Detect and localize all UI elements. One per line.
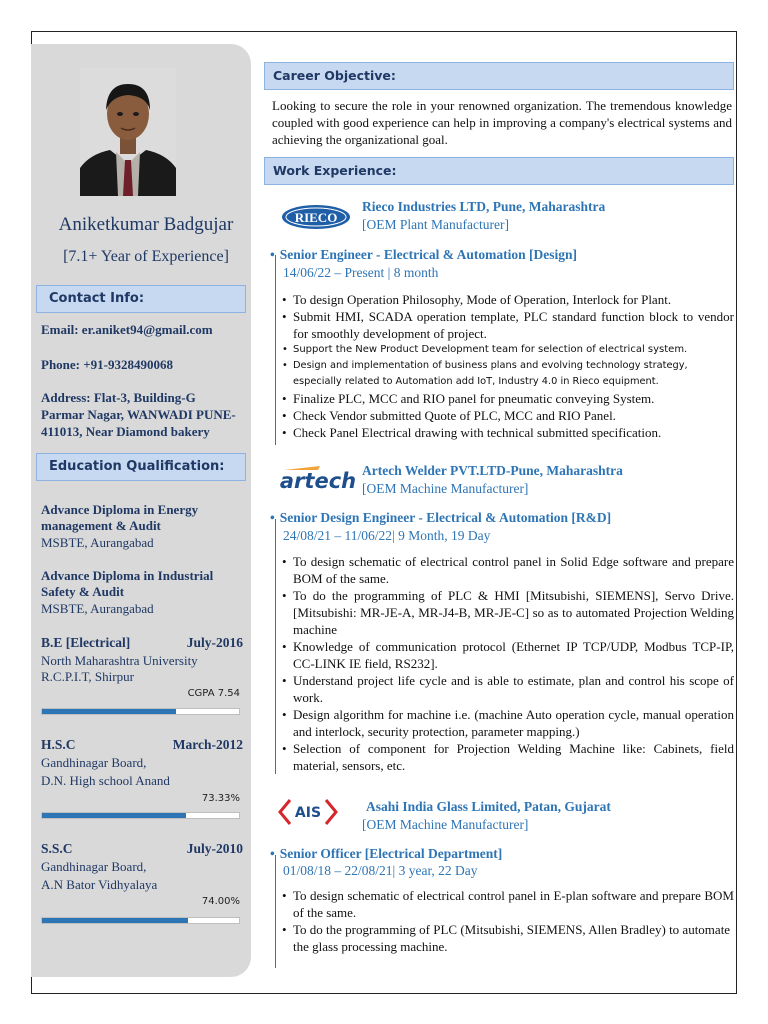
job-dates: 14/06/22 – Present | 8 month — [283, 265, 439, 280]
duty-item: • To design Operation Philosophy, Mode of Operation, Interlock for Plant. — [282, 291, 734, 308]
education-title: Advance Diploma in Industrial — [41, 568, 214, 583]
education-degree-row — [41, 841, 243, 857]
education-institute: A.N Bator Vidhyalaya — [41, 877, 158, 892]
score-text: CGPA 7.54 — [187, 688, 240, 699]
timeline-line — [275, 519, 276, 774]
duty-item: • Support the New Product Development team for selection of electrical system. — [282, 342, 734, 358]
timeline-line — [275, 255, 276, 445]
duty-item: • Selection of component for Projection Welding Machine like: Cabinets, field material, sensors, etc. — [282, 740, 734, 774]
score-text: 73.33% — [201, 793, 240, 804]
duty-item: • To do the programming of PLC (Mitsubishi, SIEMENS, Allen Bradley) to automate the glass processing machine. — [282, 921, 734, 955]
score-bar-fill — [42, 813, 186, 818]
ais-logo-text: AIS — [294, 805, 322, 821]
education-degree-row — [41, 635, 243, 651]
education-institute: R.C.P.I.T, Shirpur — [41, 669, 134, 684]
duty-item: • To design schematic of electrical control panel in Solid Edge software and prepare BOM of the same. — [282, 553, 734, 587]
address-line: Parmar Nagar, WANWADI PUNE- — [41, 407, 236, 422]
degree-date: March-2012 — [172, 737, 243, 752]
job-dates: 01/08/18 – 22/08/21| 3 year, 22 Day — [283, 863, 478, 878]
job-role: • Senior Officer [Electrical Department] — [270, 846, 502, 862]
education-title: Safety & Audit — [41, 584, 125, 599]
company-type: [OEM Plant Manufacturer] — [362, 217, 509, 232]
address-line: Address: Flat-3, Building-G — [41, 390, 196, 405]
degree-date: July-2016 — [186, 635, 243, 650]
duty-item: • Understand project life cycle and is able to estimate, plan and control his scope of work. — [282, 672, 734, 706]
artech-logo-text: artech — [280, 469, 356, 492]
job-dates: 24/08/21 – 11/06/22| 9 Month, 19 Day — [283, 528, 491, 543]
duty-item: • Submit HMI, SCADA operation template, PLC standard function block to vendor for smoothly development of project. — [282, 308, 734, 342]
timeline-line — [275, 855, 276, 968]
score-bar — [41, 917, 240, 924]
duty-item: • Knowledge of communication protocol (Ethernet IP TCP/UDP, Modbus TCP-IP, CC-LINK IE field, RS232]. — [282, 638, 734, 672]
degree-name: B.E [Electrical] — [41, 635, 131, 650]
degree-name: S.S.C — [41, 841, 73, 856]
education-title: management & Audit — [41, 518, 161, 533]
degree-date: July-2010 — [186, 841, 243, 856]
score-bar-fill — [42, 918, 188, 923]
education-degree-row — [41, 737, 243, 753]
education-board: MSBTE, Aurangabad — [41, 535, 154, 550]
score-bar-fill — [42, 709, 176, 714]
career-objective-text: Looking to secure the role in your renowned organization. The tremendous knowledge coupled with good experience can help in improving a company's electrical systems and achieving the organizational goal. — [272, 98, 732, 147]
company-name: Asahi India Glass Limited, Patan, Gujarat — [366, 799, 611, 814]
job-role: • Senior Design Engineer - Electrical & Automation [R&D] — [270, 510, 611, 526]
job-duties — [282, 887, 734, 955]
duty-item: • Check Panel Electrical drawing with technical submitted specification. — [282, 424, 734, 441]
job-duties — [282, 291, 734, 441]
artech-logo — [280, 464, 356, 492]
experience-summary: [7.1+ Year of Experience] — [63, 248, 229, 265]
education-institute: D.N. High school Anand — [41, 773, 170, 788]
education-institute: North Maharashtra University — [41, 653, 198, 668]
score-text: 74.00% — [201, 896, 240, 907]
education-institute: Gandhinagar Board, — [41, 859, 147, 874]
duty-item: • To design schematic of electrical control panel in E-plan software and prepare BOM of the same. — [282, 887, 734, 921]
duty-item: • Finalize PLC, MCC and RIO panel for pneumatic conveying System. — [282, 390, 734, 407]
contact-heading: Contact Info: — [36, 285, 246, 313]
job-role: • Senior Engineer - Electrical & Automation [Design] — [270, 247, 577, 263]
career-objective-heading: Career Objective: — [264, 62, 734, 90]
rieco-logo — [280, 203, 352, 231]
education-board: MSBTE, Aurangabad — [41, 601, 154, 616]
profile-photo — [80, 68, 176, 196]
job-duties — [282, 553, 734, 774]
candidate-name: Aniketkumar Badgujar — [58, 214, 234, 235]
rieco-logo-text: RIECO — [294, 210, 338, 225]
company-name: Rieco Industries LTD, Pune, Maharashtra — [362, 199, 606, 214]
company-name: Artech Welder PVT.LTD-Pune, Maharashtra — [362, 463, 623, 478]
score-bar — [41, 708, 240, 715]
phone-text[interactable]: Phone: +91-9328490068 — [41, 357, 173, 372]
duty-item: • To do the programming of PLC & HMI [Mitsubishi, SIEMENS], Servo Drive. [Mitsubishi: MR-JE-A, MR-J4-B, MR-JE-C] so as to automated Projection Welding machine — [282, 587, 734, 638]
email-text[interactable]: Email: er.aniket94@gmail.com — [41, 322, 213, 337]
degree-name: H.S.C — [41, 737, 76, 752]
ais-logo — [278, 796, 338, 828]
company-type: [OEM Machine Manufacturer] — [362, 481, 529, 496]
duty-item: • Design and implementation of business plans and evolving technology strategy, especially related to Automation add IoT, Industry 4.0 in Rieco equipment. — [282, 358, 734, 390]
duty-item: • Check Vendor submitted Quote of PLC, MCC and RIO Panel. — [282, 407, 734, 424]
score-bar — [41, 812, 240, 819]
company-type: [OEM Machine Manufacturer] — [362, 817, 529, 832]
work-experience-heading: Work Experience: — [264, 157, 734, 185]
education-heading: Education Qualification: — [36, 453, 246, 481]
duty-item: • Design algorithm for machine i.e. (machine Auto operation cycle, manual operation and interlock, security protection, parameter mapping.) — [282, 706, 734, 740]
address-line: 411013, Near Diamond bakery — [41, 424, 210, 439]
education-institute: Gandhinagar Board, — [41, 755, 147, 770]
education-title: Advance Diploma in Energy — [41, 502, 199, 517]
